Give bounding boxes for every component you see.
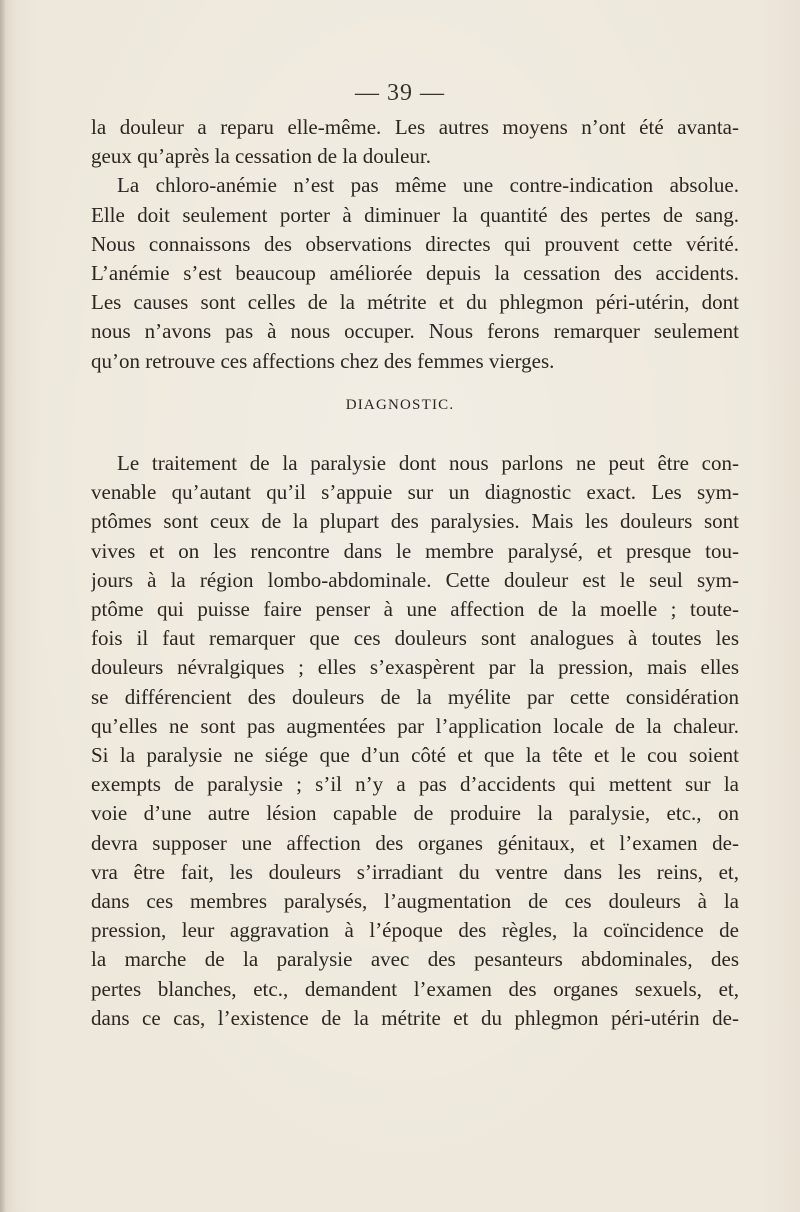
body-text-bottom bbox=[91, 449, 739, 1033]
text-line: fois il faut remarquer que ces douleurs sont analogues à toutes les bbox=[91, 626, 739, 651]
text-line: pertes blanches, etc., demandent l’examen des organes sexuels, et, bbox=[91, 976, 739, 1001]
text-line: vives et on les rencontre dans le membre paralysé, et presque tou- bbox=[91, 538, 739, 563]
text-line: qu’elles ne sont pas augmentées par l’application locale de la chaleur. bbox=[91, 713, 739, 738]
text-line: L’anémie s’est beaucoup améliorée depuis la cessation des accidents. bbox=[91, 261, 739, 286]
page-number: — 39 — bbox=[355, 80, 445, 106]
section-heading: DIAGNOSTIC. bbox=[345, 397, 455, 413]
binding-shadow bbox=[0, 0, 6, 1212]
text-line: dans ces membres paralysés, l’augmentation de ces douleurs à la bbox=[91, 889, 739, 914]
text-line: vra être fait, les douleurs s’irradiant du ventre dans les reins, et, bbox=[91, 859, 739, 884]
text-line: la marche de la paralysie avec des pesanteurs abdominales, des bbox=[91, 947, 739, 972]
text-line: Si la paralysie ne siége que d’un côté et que la tête et le cou soient bbox=[91, 743, 739, 768]
body-text-top bbox=[91, 113, 739, 376]
text-line: douleurs névralgiques ; elles s’exaspèrent par la pression, mais elles bbox=[91, 655, 739, 680]
text-line: La chloro-anémie n’est pas même une contre-indication absolue. bbox=[117, 173, 739, 198]
text-line: Les causes sont celles de la métrite et du phlegmon péri-utérin, dont bbox=[91, 290, 739, 315]
text-line: Elle doit seulement porter à diminuer la quantité des pertes de sang. bbox=[91, 202, 739, 227]
text-line: ptômes sont ceux de la plupart des paralysies. Mais les douleurs sont bbox=[91, 509, 739, 534]
text-line: Le traitement de la paralysie dont nous parlons ne peut être con- bbox=[117, 451, 739, 475]
text-line: voie d’une autre lésion capable de produire la paralysie, etc., on bbox=[91, 801, 739, 826]
text-line: dans ce cas, l’existence de la métrite et du phlegmon péri-utérin de- bbox=[91, 1005, 739, 1030]
text-line: la douleur a reparu elle-même. Les autres moyens n’ont été avanta- bbox=[91, 115, 739, 139]
text-line: Nous connaissons des observations directes qui prouvent cette vérité. bbox=[91, 231, 739, 256]
text-line: ptôme qui puisse faire penser à une affection de la moelle ; toute- bbox=[91, 597, 739, 622]
text-line: geux qu’après la cessation de la douleur. bbox=[91, 144, 431, 169]
text-line: jours à la région lombo-abdominale. Cette douleur est le seul sym- bbox=[91, 567, 739, 592]
text-line: se différencient des douleurs de la myélite par cette considération bbox=[91, 684, 739, 709]
text-line: exempts de paralysie ; s’il n’y a pas d’accidents qui mettent sur la bbox=[91, 772, 739, 797]
text-line: venable qu’autant qu’il s’appuie sur un diagnostic exact. Les sym- bbox=[91, 480, 739, 505]
text-line: qu’on retrouve ces affections chez des femmes vierges. bbox=[91, 348, 555, 373]
text-line: pression, leur aggravation à l’époque des règles, la coïncidence de bbox=[91, 918, 739, 943]
text-line: devra supposer une affection des organes génitaux, et l’examen de- bbox=[91, 830, 739, 855]
text-line: nous n’avons pas à nous occuper. Nous ferons remarquer seulement bbox=[91, 319, 739, 344]
